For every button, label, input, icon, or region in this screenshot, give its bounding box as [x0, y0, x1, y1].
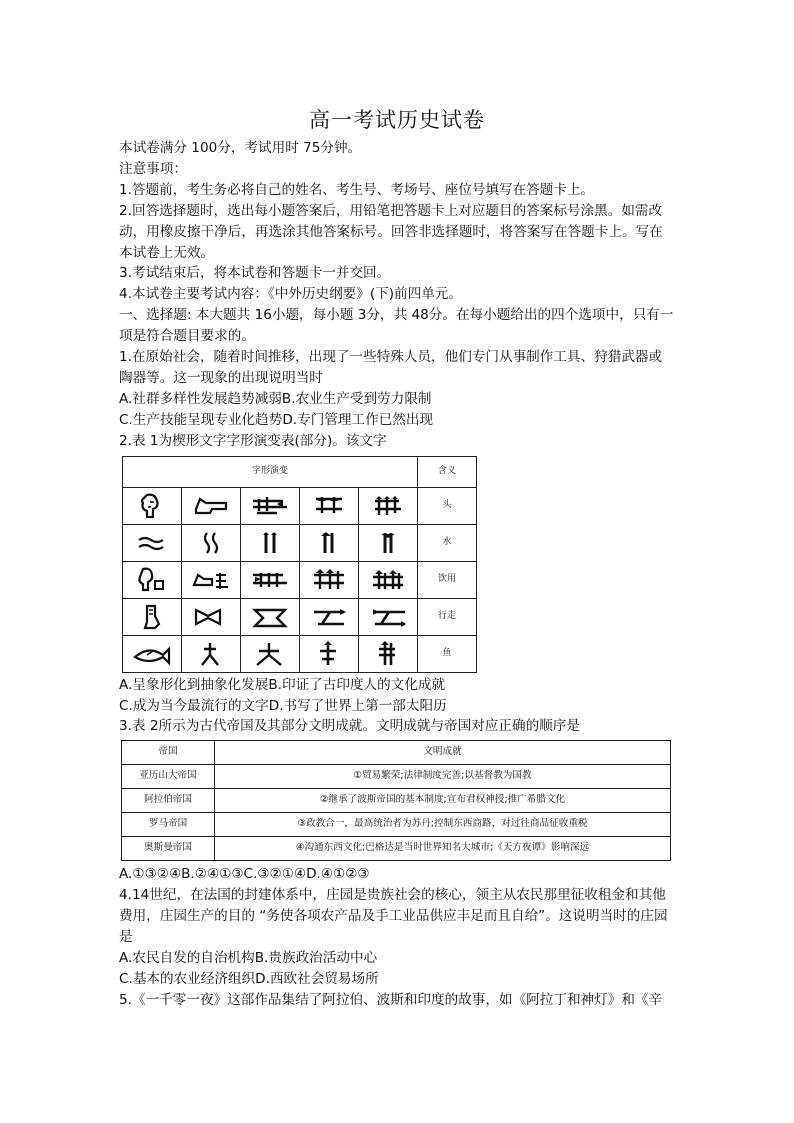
q1-option-c: C.生产技能呈现专业化趋势	[119, 411, 283, 428]
table2-header-row	[122, 741, 671, 765]
notice-heading: 注意事项：	[119, 160, 187, 177]
water-wedge-2-icon	[306, 528, 352, 558]
q2-option-a: A.呈象形化到抽象化发展	[119, 676, 269, 693]
fish-wedge-icon	[306, 639, 352, 669]
q1-option-d: D.专门管理工作已然出现	[282, 411, 434, 428]
glyph-cell	[300, 635, 359, 672]
glyph-cell	[182, 487, 241, 524]
glyph-cell	[300, 487, 359, 524]
empire-cell: 阿拉伯帝国	[122, 789, 215, 813]
drink-rotated-icon	[188, 565, 234, 595]
q2-option-d: D.书写了世界上第一部太阳历	[268, 697, 447, 714]
achievement-cell: ③政教合一，最高统治者为苏丹;控制东西商路，对过往商品征收重税	[215, 813, 671, 837]
q1-stem: 1.在原始社会，随着时间推移，出现了一些特殊人员，他们专门从事制作工具、狩猎武器或陶器等。这一现象的出现说明当时	[119, 349, 663, 386]
q2-options-row-2	[119, 696, 675, 717]
empire-cell: 奥斯曼帝国	[122, 837, 215, 861]
table1-header-row	[123, 456, 477, 487]
table-row	[123, 598, 477, 635]
table1-header-meaning: 含义	[418, 456, 477, 487]
achievement-cell: ④沟通东西文化;巴格达是当时世界知名大城市;《天方夜谭》影响深远	[215, 837, 671, 861]
drink-cuneiform-icon	[365, 565, 411, 595]
q4-option-b: B.贵族政治活动中心	[254, 949, 378, 966]
meaning-cell: 行走	[418, 598, 477, 635]
note-2: 2.回答选择题时，选出每小题答案后，用铅笔把答题卡上对应题目的答案标号涂黑。如需改动，用橡皮擦干净后，再选涂其他答案标号。回答非选择题时，将答案写在答题卡上。写在本试卷上无效。	[119, 202, 663, 261]
table-row	[122, 837, 671, 861]
page-title: 高一考试历史试卷	[309, 108, 485, 132]
walk-pictograph-icon	[129, 602, 175, 632]
drink-wedge-icon	[306, 565, 352, 595]
q4-option-c: C.基本的农业经济组织	[119, 970, 256, 987]
glyph-cell	[300, 561, 359, 598]
score-line: 本试卷满分 100分，考试用时 75分钟。	[119, 140, 362, 156]
note-1: 1.答题前，考生务必将自己的姓名、考生号、考场号、座位号填写在答题卡上。	[119, 181, 595, 198]
empire-cell: 亚历山大帝国	[122, 765, 215, 789]
empire-cell: 罗马帝国	[122, 813, 215, 837]
table2-header-empire: 帝国	[122, 741, 215, 765]
glyph-cell	[241, 487, 300, 524]
walk-cuneiform-icon	[365, 602, 411, 632]
table2-header-achievement: 文明成就	[215, 741, 671, 765]
glyph-cell	[123, 524, 182, 561]
head-cuneiform-icon	[365, 491, 411, 521]
table-row	[123, 561, 477, 598]
q2-stem: 2.表 1为楔形文字字形演变表(部分)。该文字	[119, 432, 387, 449]
glyph-cell	[241, 635, 300, 672]
table-row	[122, 765, 671, 789]
table-row	[122, 813, 671, 837]
q4-stem: 4.14世纪，在法国的封建体系中，庄园是贵族社会的核心，领主从农民那里征收租金和其他费用，庄园生产的目的 “务使各项农产品及手工业品供应丰足而且自给”。这说明当时的庄园是	[119, 887, 668, 946]
glyph-cell	[182, 635, 241, 672]
water-wedge-1-icon	[247, 528, 293, 558]
table-row	[122, 789, 671, 813]
glyph-cell	[359, 561, 418, 598]
table-row	[123, 635, 477, 672]
glyph-cell	[123, 487, 182, 524]
achievement-cell: ②继承了波斯帝国的基本制度;宣布君权神授;推广希腊文化	[215, 789, 671, 813]
head-rotated-icon	[188, 491, 234, 521]
head-linear-icon	[247, 491, 293, 521]
note-4: 4.本试卷主要考试内容：《中外历史纲要》(下)前四单元。	[119, 286, 463, 303]
glyph-cell	[123, 561, 182, 598]
q1-option-a: A.社群多样性发展趋势减弱	[119, 390, 282, 407]
table-row	[123, 487, 477, 524]
fish-cuneiform-icon	[365, 639, 411, 669]
table1-header-evolution: 字形演变	[123, 456, 418, 487]
q2-option-b: B.印证了古印度人的文化成就	[268, 676, 446, 693]
q3-stem: 3.表 2所示为古代帝国及其部分文明成就。文明成就与帝国对应正确的顺序是	[119, 718, 580, 735]
note-3: 3.考试结束后，将本试卷和答题卡一并交回。	[119, 265, 391, 282]
walk-bowtie-icon	[188, 602, 234, 632]
walk-wedge-icon	[306, 602, 352, 632]
glyph-cell	[241, 524, 300, 561]
fish-linear-icon	[247, 639, 293, 669]
q4-option-a: A.农民自发的自治机构	[119, 949, 255, 966]
meaning-cell: 饮用	[418, 561, 477, 598]
glyph-cell	[359, 487, 418, 524]
q3-options: A.①③②④B.②④①③C.③②①④D.④①②③	[119, 866, 370, 883]
glyph-cell	[300, 598, 359, 635]
glyph-cell	[241, 598, 300, 635]
meaning-cell: 头	[418, 487, 477, 524]
q2-option-c: C.成为当今最流行的文字	[119, 697, 269, 714]
cuneiform-evolution-table	[122, 456, 477, 673]
head-pictograph-icon	[129, 491, 175, 521]
fish-pictograph-icon	[129, 639, 175, 669]
q5-stem: 5.《一千零一夜》这部作品集结了阿拉伯、波斯和印度的故事，如《阿拉丁和神灯》和《辛	[119, 991, 663, 1008]
glyph-cell	[241, 561, 300, 598]
fish-rotated-icon	[188, 639, 234, 669]
q2-options-row-1	[119, 675, 675, 696]
q1-options-row-2	[119, 410, 675, 431]
water-cuneiform-icon	[365, 528, 411, 558]
walk-bowtie-2-icon	[247, 602, 293, 632]
glyph-cell	[359, 635, 418, 672]
meaning-cell: 水	[418, 524, 477, 561]
water-vertical-icon	[188, 528, 234, 558]
drink-linear-icon	[247, 565, 293, 595]
section-heading: 一、选择题: 本大题共 16小题，每小题 3分，共 48分。在每小题给出的四个选项中，只有一项是符合题目要求的。	[119, 307, 674, 345]
table-row	[123, 524, 477, 561]
q1-options-row-1	[119, 389, 675, 410]
q4-options-row-1	[119, 948, 675, 969]
head-wedge-icon	[306, 491, 352, 521]
achievement-cell: ①贸易繁荣;法律制度完善;以基督教为国教	[215, 765, 671, 789]
glyph-cell	[182, 524, 241, 561]
glyph-cell	[300, 524, 359, 561]
q4-options-row-2	[119, 969, 675, 990]
q1-option-b: B.农业生产受到劳力限制	[281, 390, 432, 407]
glyph-cell	[182, 561, 241, 598]
meaning-cell: 鱼	[418, 635, 477, 672]
q4-option-d: D.西欧社会贸易场所	[255, 970, 379, 987]
glyph-cell	[182, 598, 241, 635]
glyph-cell	[359, 598, 418, 635]
empire-achievement-table	[121, 740, 671, 861]
glyph-cell	[123, 635, 182, 672]
drink-pictograph-icon	[129, 565, 175, 595]
water-wave-icon	[129, 528, 175, 558]
glyph-cell	[359, 524, 418, 561]
glyph-cell	[123, 598, 182, 635]
exam-body	[119, 138, 675, 1011]
